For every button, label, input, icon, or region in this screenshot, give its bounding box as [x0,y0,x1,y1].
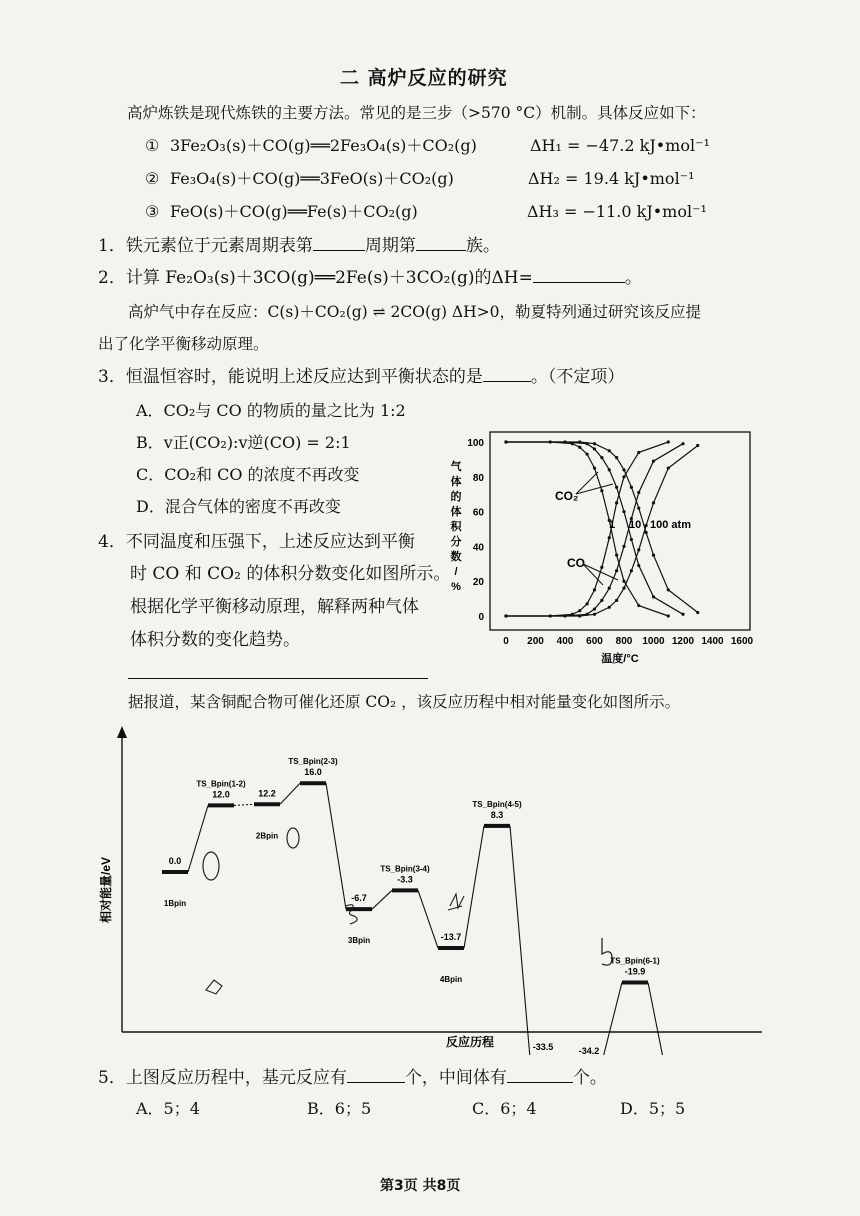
series-point [681,613,684,616]
x-tick-label: 1200 [671,636,695,647]
connector-line [464,826,484,948]
y-tick-label: 0 [478,612,484,623]
question-5-option-a[interactable]: A．5；4 [136,1099,200,1118]
series-point [578,609,581,612]
question-3-blank[interactable] [483,367,531,382]
equilibrium-chart-xlabel: 温度/°C [601,653,639,665]
question-5-blank-1[interactable] [347,1068,405,1083]
series-point [593,442,596,445]
annotation-co: CO [567,556,585,570]
series-point [630,569,633,572]
series-point [504,440,507,443]
series-point [622,475,625,478]
series-point [615,486,618,489]
series-point [652,554,655,557]
reaction-1-number: ① [145,136,160,155]
connector-line [234,804,254,805]
energy-value-label: 12.0 [212,789,230,800]
series-point [696,611,699,614]
y-axis-label-char: 的 [450,491,462,503]
question-4-line-1: 4．不同温度和压强下，上述反应达到平衡 [98,532,415,552]
series-point [667,588,670,591]
series-point [622,510,625,513]
equilibrium-chart-frame [490,432,750,630]
series-point [593,447,596,450]
series-point [622,468,625,471]
question-4-line-4: 体积分数的变化趋势。 [130,630,300,650]
energy-value-label: -6.7 [351,893,367,904]
question-5-text-c: 个。 [572,1068,607,1088]
species-label: 4Bpin [439,975,463,985]
y-axis-label-char: / [454,566,458,578]
connector-line [510,826,530,1055]
series-point [630,538,633,541]
handwritten-mark-2 [287,828,299,848]
series-point [608,536,611,539]
question-5 [98,1068,607,1088]
x-tick-label: 800 [615,636,633,647]
y-axis-label-char: 气 [450,461,462,473]
energy-axis-ylabel: 相对能量/eV [99,856,113,924]
series-point [637,564,640,567]
series-point [637,507,640,510]
series-point [608,606,611,609]
energy-value-label: -19.9 [624,966,646,977]
question-3-option-b[interactable]: B．v正(CO₂):v逆(CO) = 2:1 [136,433,351,452]
reaction-2-enthalpy: ΔH₂ = 19.4 kJ•mol⁻¹ [528,169,695,188]
question-3-option-a[interactable]: A．CO₂与 CO 的物质的量之比为 1:2 [136,401,406,420]
series-point [600,599,603,602]
series-point [608,449,611,452]
y-axis-label-char: % [451,581,461,593]
series-point [600,456,603,459]
connector-line [418,890,438,948]
y-tick-label: 40 [472,542,484,554]
energy-axis-y-arrow [117,726,127,738]
question-3-option-c[interactable]: C．CO₂和 CO 的浓度不再改变 [136,465,360,484]
page-footer: 第3页 共8页 [380,1178,461,1194]
series-point [615,456,618,459]
energy-profile-chart [90,720,770,1055]
series-point [593,467,596,470]
energy-profile-path [162,783,694,1055]
energy-axis-xlabel: 反应历程 [445,1035,495,1049]
question-4-line-3: 根据化学平衡移动原理，解释两种气体 [130,597,419,617]
reaction-3-equation: FeO(s)＋CO(g)══Fe(s)＋CO₂(g) [170,202,418,221]
section-title: 二 高炉反应的研究 [340,67,508,89]
series-point [586,453,589,456]
energy-value-label: 12.2 [258,788,276,799]
transition-state-label: TS_Bpin(4-5) [472,799,522,809]
connector-line [372,890,392,909]
series-point [578,614,581,617]
annotation-co-pointer-2 [583,564,618,580]
series-point [504,614,507,617]
connector-line [280,783,300,804]
series-point [696,444,699,447]
energy-value-label: 0.0 [168,856,182,866]
question-1-text-a: 1．铁元素位于元素周期表第 [98,236,313,256]
series-point [637,451,640,454]
series-point [645,524,648,527]
series-point [637,491,640,494]
energy-value-label: -13.7 [440,932,462,943]
transition-state-label: TS_Bpin(2-3) [288,757,338,767]
energy-value-label: 16.0 [304,767,322,778]
y-tick-label: 80 [472,472,484,484]
reaction-1-enthalpy: ΔH₁ = −47.2 kJ•mol⁻¹ [530,136,710,155]
connector-line [326,783,346,909]
series-point [615,599,618,602]
series-line [506,442,668,616]
y-tick-label: 60 [472,507,484,519]
series-point [593,588,596,591]
series-point [652,501,655,504]
series-point [667,467,670,470]
y-axis-label-char: 分 [450,536,462,548]
energy-value-label: -3.3 [397,874,413,885]
question-3-text-b: 。（不定项） [530,367,625,387]
question-2 [98,268,642,288]
question-3-option-d[interactable]: D．混合气体的密度不再改变 [136,497,341,516]
question-3-text-a: 3．恒温恒容时，能说明上述反应达到平衡状态的是 [98,367,483,387]
series-point [645,531,648,534]
species-label: 3Bpin [347,936,371,946]
series-point [652,595,655,598]
question-2-text-b: 。 [624,268,642,288]
series-point [600,489,603,492]
reaction-3-enthalpy: ΔH₃ = −11.0 kJ•mol⁻¹ [527,202,707,221]
series-point [578,446,581,449]
series-point [593,607,596,610]
question-1-text-b: 周期第 [364,236,416,256]
question-5-text-b: 个，中间体有 [404,1068,507,1088]
series-line [506,442,668,616]
series-point [578,440,581,443]
handwritten-mark-1 [203,852,219,880]
series-point [652,460,655,463]
x-tick-label: 1600 [730,636,754,647]
series-point [586,602,589,605]
question-1-blank-1[interactable] [313,236,365,251]
question-1 [98,236,500,256]
series-point [622,580,625,583]
question-5-option-c[interactable]: C．6；4 [472,1099,537,1118]
question-1-text-c: 族。 [465,236,500,256]
y-tick-label: 100 [467,438,484,449]
species-label: 2Bpin [255,831,279,841]
report-text: 据报道，某含铜配合物可催化还原 CO₂ ，该反应历程中相对能量变化如图所示。 [128,693,681,711]
energy-value-label: -34.2 [578,1045,600,1055]
x-tick-label: 400 [556,636,574,647]
y-axis-label-char: 体 [450,476,462,488]
energy-value-label: -33.5 [532,1041,554,1052]
series-point [615,569,618,572]
series-point [622,545,625,548]
question-4-answer-line[interactable] [128,678,428,679]
connector-line [648,982,668,1055]
equilibrium-chart [448,420,778,670]
question-4-line-2: 时 CO 和 CO₂ 的体积分数变化如图所示。 [130,564,451,584]
energy-profile-labels [164,757,692,1055]
series-point [593,613,596,616]
question-5-text-a: 5．上图反应历程中，基元反应有 [98,1068,347,1088]
energy-value-label: 8.3 [490,809,504,820]
connector-line [188,805,208,872]
paragraph-line-1: 高炉气中存在反应：C(s)＋CO₂(g) ⇌ 2CO(g) ΔH>0，勒夏特列通过研究该反应提 [128,303,701,321]
transition-state-label: TS_Bpin(6-1) [610,956,660,966]
series-point [615,501,618,504]
series-point [622,587,625,590]
x-tick-label: 1000 [642,636,665,647]
reaction-2-number: ② [145,169,160,188]
question-5-blank-2[interactable] [507,1068,573,1083]
intro-text: 高炉炼铁是现代炼铁的主要方法。常见的是三步（>570 °C）机制。具体反应如下： [127,104,706,122]
series-point [608,468,611,471]
series-point [615,554,618,557]
annotation-co2: CO₂ [555,489,579,503]
y-axis-label-char: 积 [450,521,462,533]
series-point [600,566,603,569]
reaction-2-equation: Fe₃O₄(s)＋CO(g)══3FeO(s)＋CO₂(g) [170,169,454,188]
reaction-3-number: ③ [145,202,160,221]
reaction-1-equation: 3Fe₂O₃(s)＋CO(g)══2Fe₃O₄(s)＋CO₂(g) [170,136,477,155]
series-point [667,614,670,617]
y-axis-label-char: 体 [450,506,462,518]
handwritten-mark-6 [206,980,222,994]
question-5-option-d[interactable]: D．5；5 [620,1099,686,1118]
question-2-text-a: 2．计算 Fe₂O₃(s)＋3CO(g)══2Fe(s)＋3CO₂(g)的ΔH= [98,268,533,288]
transition-state-label: TS_Bpin(1-2) [196,779,246,789]
question-3-stem [98,367,624,387]
question-5-option-b[interactable]: B．6；5 [307,1099,372,1118]
y-axis-label-char: 数 [450,551,462,563]
annotation-p100: 100 atm [650,519,691,531]
series-point [608,587,611,590]
series-point [667,440,670,443]
y-tick-label: 20 [472,577,484,589]
annotation-p10: 10 [629,519,642,531]
series-point [637,604,640,607]
series-point [681,442,684,445]
x-tick-label: 600 [586,636,603,647]
equilibrium-chart-ylabel [451,459,463,593]
x-tick-label: 1400 [701,636,724,647]
species-label: 1Bpin [163,899,187,908]
x-tick-label: 0 [503,636,509,647]
connector-line [602,982,622,1055]
paragraph-line-2: 出了化学平衡移动原理。 [98,335,269,353]
series-point [630,486,633,489]
handwritten-mark-4 [448,894,464,910]
x-tick-label: 200 [527,636,544,647]
annotation-p1: 1 [609,519,616,531]
transition-state-label: TS_Bpin(3-4) [380,864,430,874]
question-1-blank-2[interactable] [416,236,466,251]
series-point [637,548,640,551]
question-2-blank[interactable] [533,268,625,283]
